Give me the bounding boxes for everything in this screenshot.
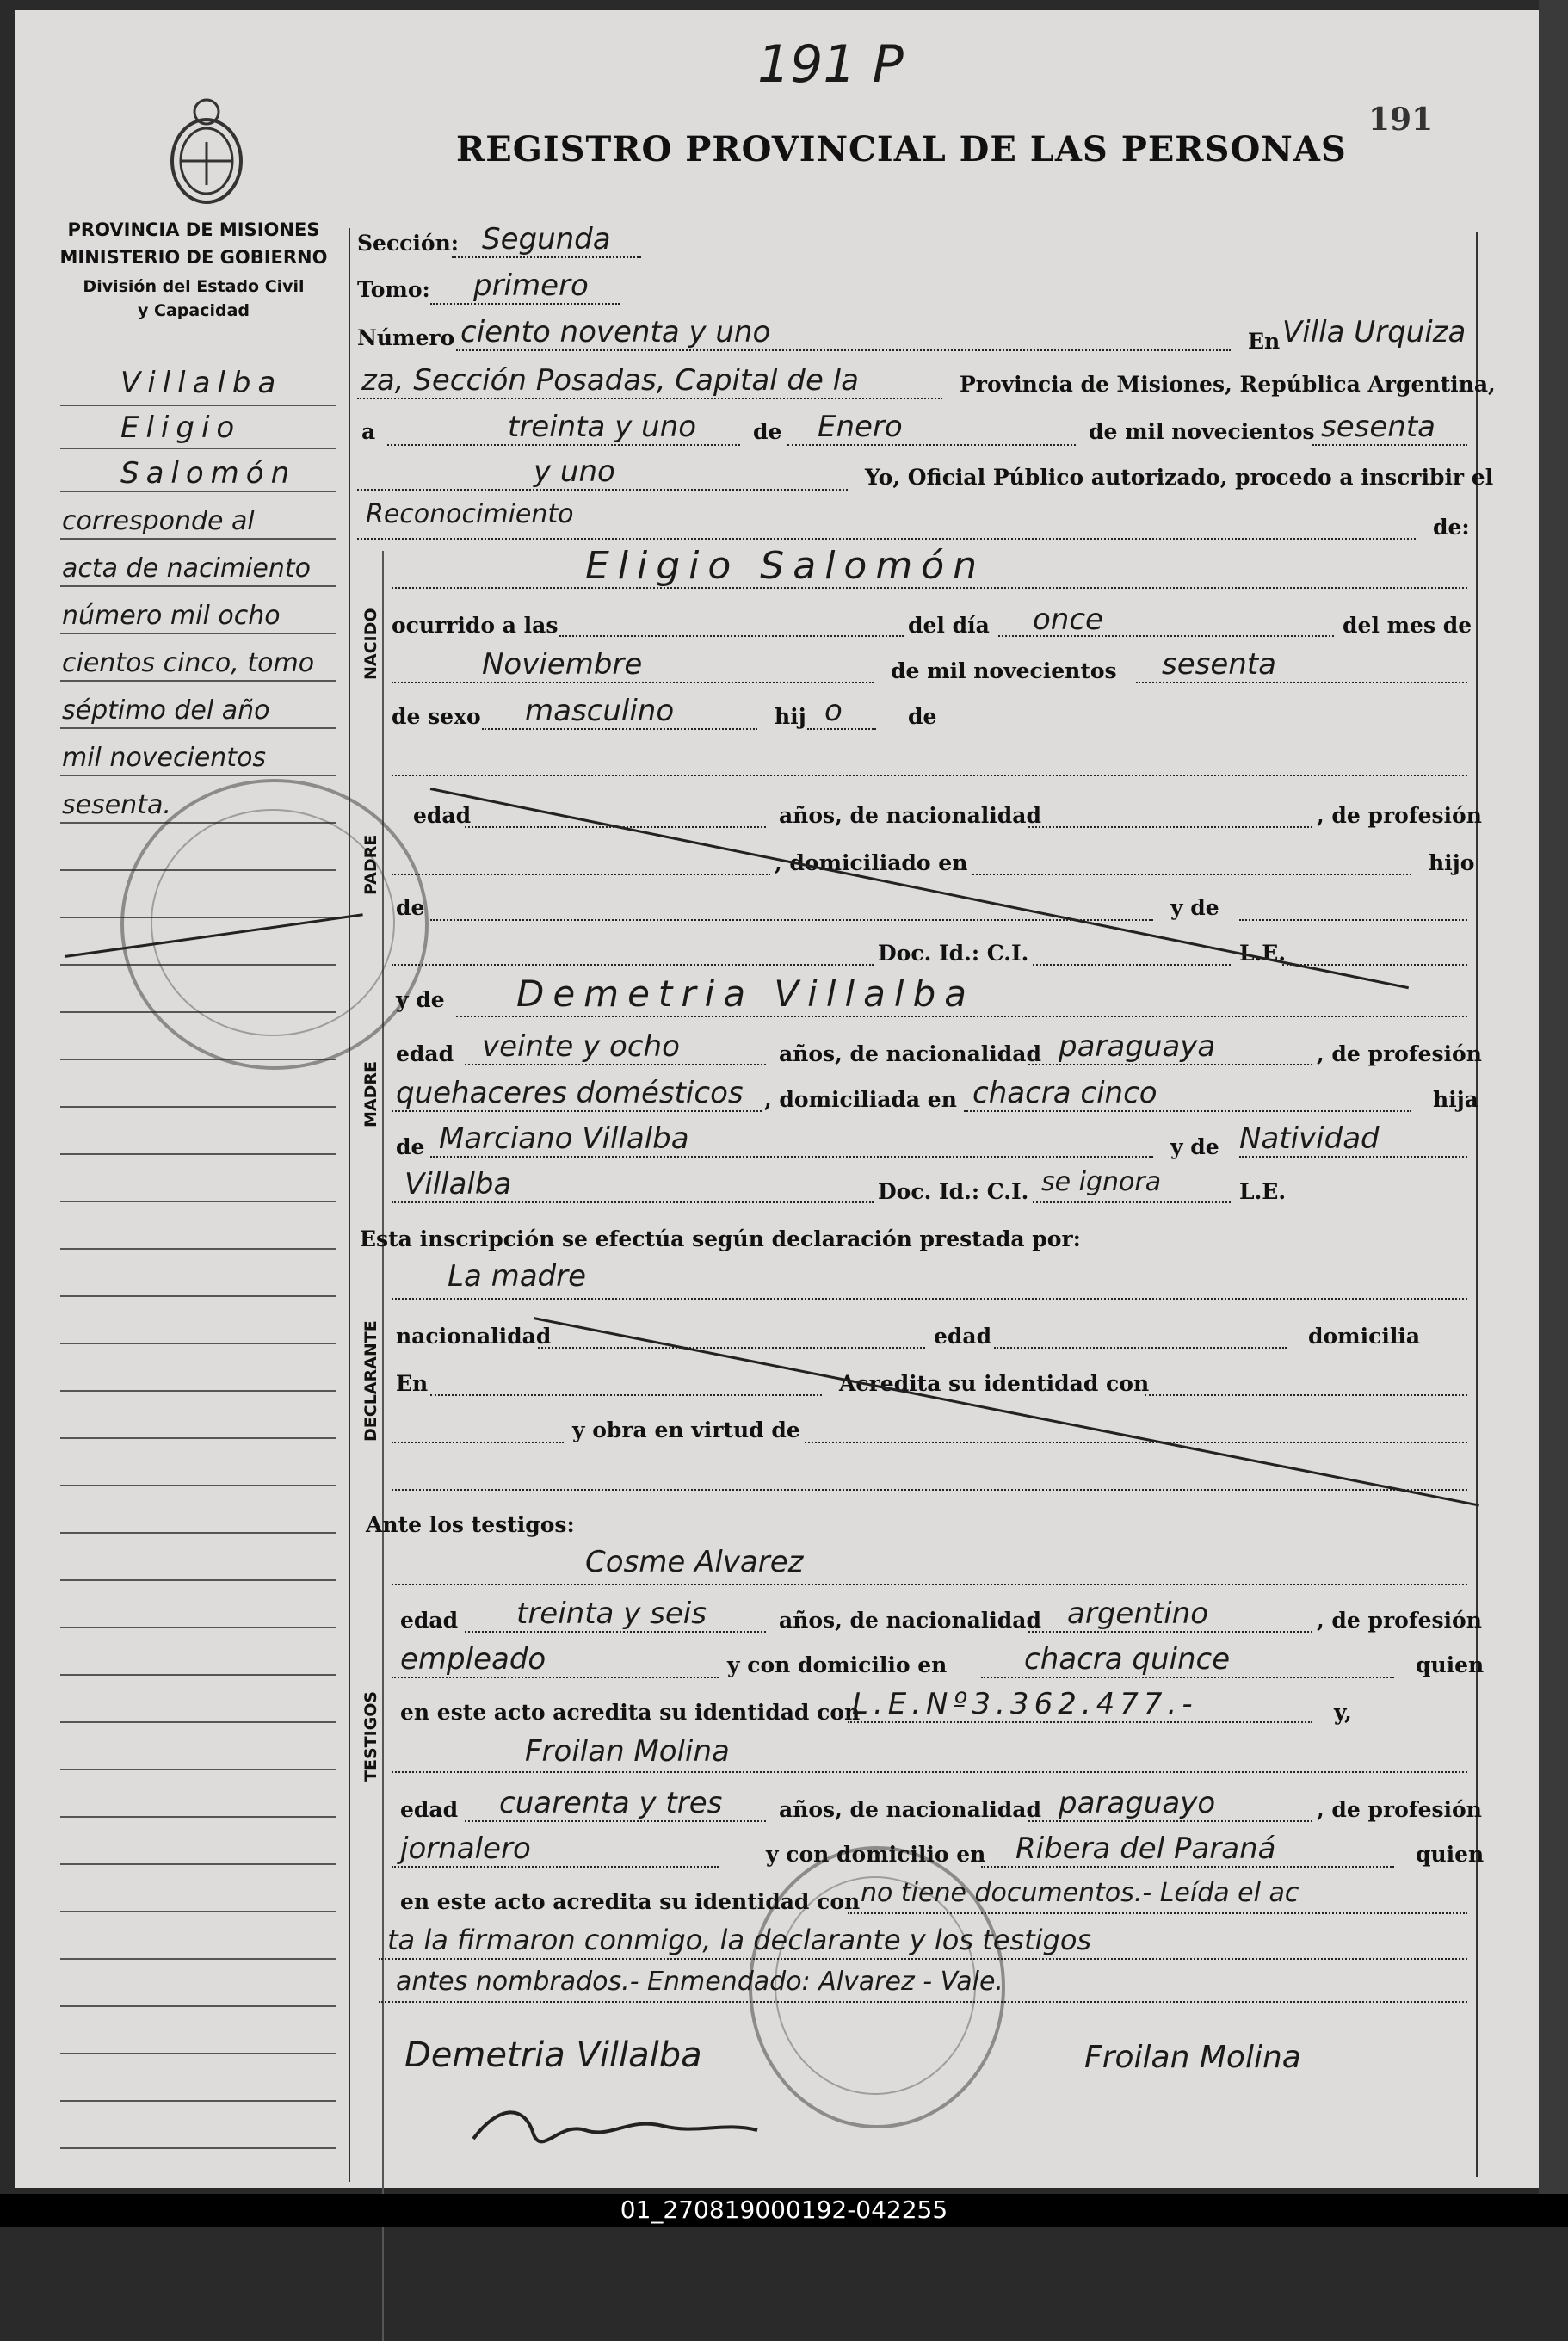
dia-value: treinta y uno (508, 410, 697, 444)
t2-nac-value: paraguayo (1059, 1786, 1216, 1820)
a-label: a (361, 419, 376, 444)
del-dia-label: del día (908, 613, 990, 638)
t2-edad-value: cuarenta y tres (499, 1786, 723, 1820)
madre-domiciliada-label: , domiciliada en (764, 1087, 957, 1112)
declarante-acredita-label: Acredita su identidad con (839, 1371, 1150, 1396)
de-mil-label: de mil novecientos (1089, 419, 1315, 444)
en-value: Villa Urquiza (1282, 315, 1466, 349)
testigos-section-label: TESTIGOS (361, 1690, 380, 1782)
margin-note-line-1: corresponde al (62, 506, 255, 536)
t2-prof-value: jornalero (400, 1831, 531, 1866)
signature-official-icon (465, 2087, 775, 2165)
t2-anos-label: años, de nacionalidad (779, 1797, 1041, 1822)
t1-doc-value: L.E.Nº3.362.477.- (852, 1687, 1198, 1721)
t2-edad-label: edad (400, 1797, 459, 1822)
division-label-1: División del Estado Civil (83, 277, 305, 296)
footer-filename: 01_270819000192-042255 (0, 2194, 1568, 2227)
ministry-label: MINISTERIO DE GOBIERNO (59, 247, 328, 268)
padre-anos-label: años, de nacionalidad (779, 803, 1041, 828)
sexo-value: masculino (525, 694, 675, 728)
padre-profesion-label: , de profesión (1317, 803, 1482, 828)
ante-label: Ante los testigos: (366, 1512, 575, 1537)
t2-dom-value: Ribera del Paraná (1015, 1831, 1276, 1866)
nac-anio-value: sesenta (1162, 647, 1276, 682)
closing-line-1: ta la firmaron conmigo, la declarante y los testigos (387, 1924, 1092, 1956)
page-number: 191 (1368, 102, 1434, 138)
yo-label: Yo, Oficial Público autorizado, procedo a inscribir el (865, 465, 1494, 490)
madre-nombre-value: Demetria Villalba (516, 973, 975, 1015)
madre-edad-value: veinte y ocho (482, 1029, 680, 1064)
madre-y-de-2-label: y de (1170, 1134, 1219, 1159)
madre-edad-label: edad (396, 1041, 454, 1066)
de-mil2-label: de mil novecientos (891, 658, 1117, 683)
padre-y-de-label: y de (1170, 895, 1219, 920)
madre-anos-label: años, de nacionalidad (779, 1041, 1041, 1066)
madre-y-de-label: y de (396, 987, 445, 1012)
madre-madre2-value: Villalba (404, 1167, 512, 1201)
division-label-2: y Capacidad (138, 301, 250, 320)
declarante-en-label: En (396, 1371, 429, 1396)
padre-section-label: PADRE (361, 834, 380, 895)
section-divider (382, 551, 384, 2341)
nacido-section-label: NACIDO (361, 608, 380, 680)
de-colon-label: de: (1433, 515, 1470, 540)
margin-surname: Villalba (120, 366, 283, 400)
declarante-obra-label: y obra en virtud de (572, 1418, 800, 1442)
padre-de-label: de (396, 895, 425, 920)
margin-note-line-2: acta de nacimiento (62, 553, 311, 584)
margin-note-line-3: número mil ocho (62, 601, 281, 631)
hij-label: hij (775, 704, 806, 729)
right-border (1476, 232, 1478, 2177)
padre-doc-label: Doc. Id.: C.I. (878, 941, 1029, 966)
province-label: PROVINCIA DE MISIONES (67, 219, 320, 240)
t1-anos-label: años, de nacionalidad (779, 1608, 1041, 1633)
nac-mes-value: Noviembre (482, 647, 643, 682)
t1-profesion-label: , de profesión (1317, 1608, 1482, 1633)
nac-dia-value: once (1033, 602, 1103, 637)
anio2-value: y uno (534, 454, 615, 489)
provincia-label: Provincia de Misiones, República Argentina, (960, 372, 1496, 397)
mes-value: Enero (818, 410, 903, 444)
numero-value: ciento noventa y uno (460, 315, 771, 349)
signature-testigo: Froilan Molina (1084, 2040, 1301, 2075)
madre-padre-value: Marciano Villalba (439, 1121, 689, 1156)
nombre-value: Eligio Salomón (585, 544, 986, 588)
declarante-section-label: DECLARANTE (361, 1320, 380, 1442)
seccion-label: Sección: (357, 231, 459, 256)
padre-domiciliado-label: , domiciliado en (775, 850, 968, 875)
madre-doc-value: se ignora (1041, 1167, 1162, 1197)
lugar-value: za, Sección Posadas, Capital de la (361, 363, 859, 398)
t1-nac-value: argentino (1067, 1597, 1208, 1631)
signature-declarante: Demetria Villalba (404, 2035, 702, 2075)
madre-prof-value: quehaceres domésticos (396, 1076, 744, 1110)
handwritten-number: 191 P (757, 34, 904, 95)
closing-line-2: antes nombrados.- Enmendado: Alvarez - Vale. (396, 1967, 1003, 1997)
madre-madre-value: Natividad (1239, 1121, 1380, 1156)
padre-edad-label: edad (413, 803, 472, 828)
t1-dom-value: chacra quince (1024, 1642, 1231, 1677)
hij-value: o (824, 694, 843, 728)
del-mes-label: del mes de (1343, 613, 1472, 638)
document-title: REGISTRO PROVINCIAL DE LAS PERSONAS (456, 129, 1347, 170)
t1-nombre-value: Cosme Alvarez (585, 1545, 804, 1579)
madre-doc-label: Doc. Id.: C.I. (878, 1179, 1029, 1204)
padre-hijo-label: hijo (1429, 850, 1475, 875)
margin-note-line-7: sesenta. (62, 790, 171, 820)
numero-label: Número (357, 325, 455, 350)
en-label: En (1248, 329, 1281, 354)
coat-of-arms-icon (164, 90, 250, 211)
padre-le-label: L.E. (1239, 941, 1287, 966)
t2-doc-value: no tiene documentos.- Leída el ac (861, 1878, 1299, 1908)
margin-divider (349, 228, 350, 2182)
madre-dom-value: chacra cinco (972, 1076, 1157, 1110)
official-seal-inner (151, 809, 395, 1036)
ocurrido-label: ocurrido a las (392, 613, 559, 638)
declarante-nac-label: nacionalidad (396, 1324, 552, 1349)
margin-name-2: Salomón (120, 456, 297, 491)
t2-profesion-label: , de profesión (1317, 1797, 1482, 1822)
madre-de-label: de (396, 1134, 425, 1159)
acto-value: Reconocimiento (366, 499, 574, 529)
anio-value: sesenta (1321, 410, 1435, 444)
t1-prof-value: empleado (400, 1642, 546, 1677)
t1-edad-value: treinta y seis (516, 1597, 707, 1631)
tomo-value: primero (473, 269, 589, 303)
seccion-value: Segunda (482, 222, 611, 256)
t1-y-label: y, (1334, 1700, 1352, 1725)
t1-dom-label: y con domicilio en (727, 1652, 948, 1677)
t2-dom-label: y con domicilio en (766, 1842, 986, 1867)
madre-profesion-label: , de profesión (1317, 1041, 1482, 1066)
madre-hija-label: hija (1433, 1087, 1478, 1112)
inscripcion-label: Esta inscripción se efectúa según declaración prestada por: (360, 1226, 1081, 1251)
margin-note-line-6: mil novecientos (62, 743, 267, 773)
tomo-label: Tomo: (357, 277, 430, 302)
t1-quien-label: quien (1416, 1652, 1485, 1677)
margin-name-1: Eligio (120, 411, 242, 445)
sexo-label: de sexo (392, 704, 481, 729)
t1-en-este-label: en este acto acredita su identidad con (400, 1700, 861, 1725)
margin-note-line-4: cientos cinco, tomo (62, 648, 315, 678)
t2-nombre-value: Froilan Molina (525, 1734, 730, 1769)
declarante-edad-label: edad (934, 1324, 992, 1349)
binding-edge (1539, 0, 1568, 2227)
de-hij-label: de (908, 704, 937, 729)
t2-en-este-label: en este acto acredita su identidad con (400, 1889, 861, 1914)
margin-note-line-5: séptimo del año (62, 695, 270, 726)
madre-nac-value: paraguaya (1059, 1029, 1216, 1064)
madre-section-label: MADRE (361, 1061, 380, 1127)
declarante-domicilia-label: domicilia (1308, 1324, 1421, 1349)
de-label: de (753, 419, 782, 444)
declarante-value: La madre (448, 1259, 587, 1294)
t1-edad-label: edad (400, 1608, 459, 1633)
madre-le-label: L.E. (1239, 1179, 1287, 1204)
t2-quien-label: quien (1416, 1842, 1485, 1867)
